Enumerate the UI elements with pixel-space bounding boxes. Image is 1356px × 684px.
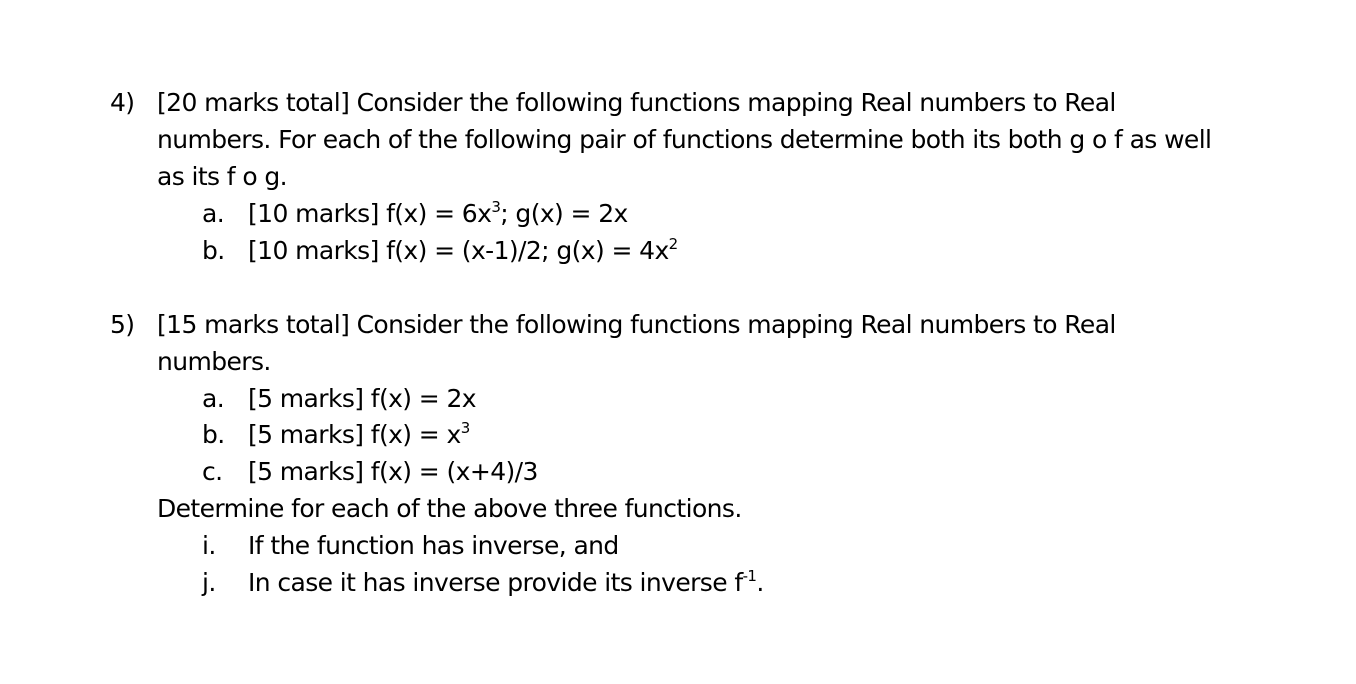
question-4-number: 4): [110, 88, 135, 117]
question-4b-text: [10 marks] f(x) = (x-1)/2; $g(x) = 4x^2$: [248, 235, 678, 265]
question-5-line-2: numbers.: [157, 347, 271, 376]
question-4a-text: [10 marks] $f(x) = 6x^3$; g(x) = 2x: [248, 198, 628, 228]
question-5c-marker: c.: [202, 457, 223, 486]
question-5b-marker: b.: [202, 420, 225, 449]
question-5c-text: [5 marks] f(x) = (x+4)/3: [248, 457, 538, 486]
question-5-subitem-i-marker: i.: [202, 531, 216, 560]
question-5-determine-text: Determine for each of the above three functions.: [157, 494, 742, 523]
question-5-subitem-j-marker: j.: [202, 568, 216, 597]
question-5b-text: [5 marks] $f(x) = x^3$: [248, 419, 470, 449]
question-5a-marker: a.: [202, 384, 225, 413]
question-5a-text: [5 marks] f(x) = 2x: [248, 384, 477, 413]
question-5-number: 5): [110, 310, 135, 339]
question-4-line-1: [20 marks total] Consider the following functions mapping Real numbers to Real: [157, 88, 1116, 117]
question-4b-marker: b.: [202, 236, 225, 265]
question-4-line-3: as its f o g.: [157, 162, 288, 191]
question-5-subitem-j-text: In case it has inverse provide its inverse $f^{-1}$.: [248, 567, 764, 597]
question-5-line-1: [15 marks total] Consider the following functions mapping Real numbers to Real: [157, 310, 1116, 339]
question-4a-marker: a.: [202, 199, 225, 228]
question-4-line-2: numbers. For each of the following pair of functions determine both its both g o f as well: [157, 125, 1212, 154]
question-5-subitem-i-text: If the function has inverse, and: [248, 531, 619, 560]
